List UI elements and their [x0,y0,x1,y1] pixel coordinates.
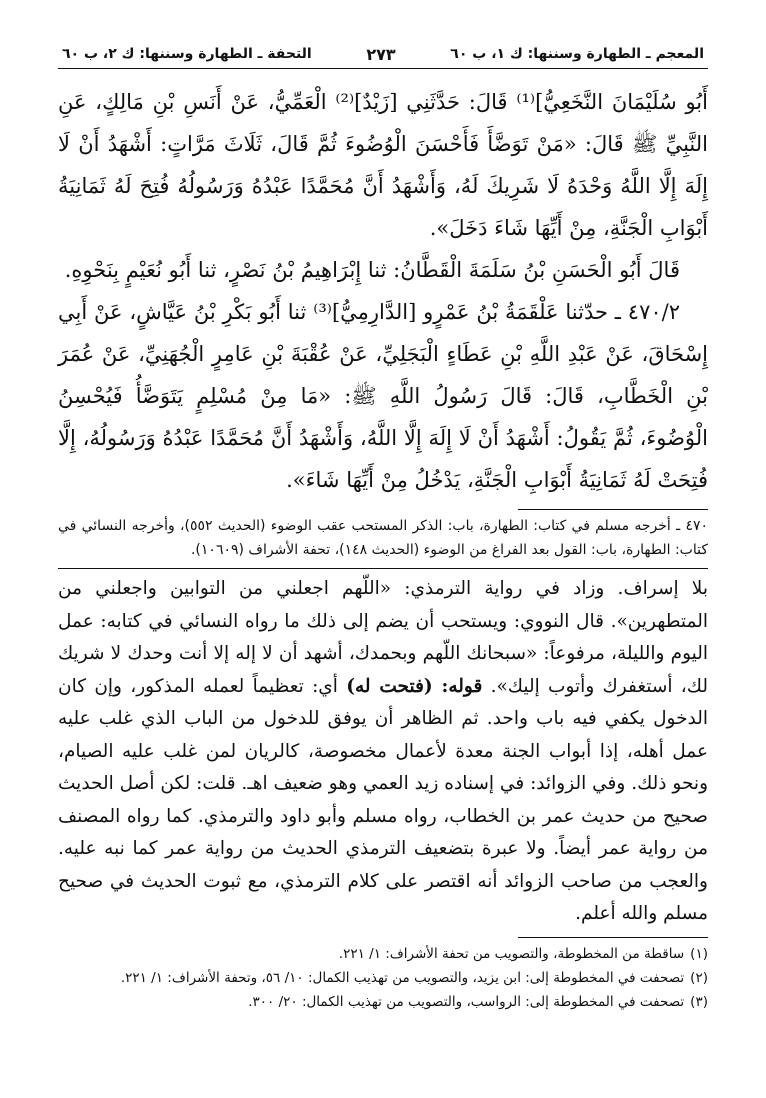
hadith-paragraph-2: قَالَ أَبُو الْحَسَنِ بْنُ سَلَمَةَ الْقَطَّانُ: ثنا إِبْرَاهِيمُ بْنُ نَصْرٍ، ثنا أَبُو نُعَيْمٍ بِنَحْوِهِ. [64,258,680,282]
commentary-part-1: بلا إسراف. وزاد في رواية الترمذي: «اللّهم اجعلني من التوابين واجعلني من المتطهرين». قال النووي: ويستحب أن يضم إلى ذلك ما رواه النسائي في كتابه: عمل اليوم والليلة، مرفوعاً: «سبحانك اللّهم وبحمدك، أشهد أن لا إله إلا أنت وحدك لا شريك لك، أستغفرك وأتوب إليك». [58,578,708,697]
footnote-number: (٢) [690,969,708,986]
footnotes-divider [518,937,708,938]
footnote [58,990,708,1014]
footnote-text: تصحفت في المخطوطة إلى: الرواسب، والتصويب من تهذيب الكمال: ٢٠/ ٣٠٠. [248,993,685,1010]
header-right-ref: المعجم ـ الطهارة وسننها: ك ١، ب ٦٠ [450,46,704,62]
hadith-paragraph-3: ٤٧٠/٢ ـ حدّثنا عَلْقَمَةُ بْنُ عَمْرٍو [الدَّارِمِيُّ]⁽³⁾ ثنا أَبُو بَكْرِ بْنُ عَيَّاشٍ، عَنْ أَبِي إِسْحَاقَ، عَنْ عَبْدِ اللَّهِ بْنِ عَطَاءٍ الْبَجَلِيِّ، عَنْ عُقْبَةَ بْنِ عَامِرٍ الْجُهَنِيِّ، عَنْ عُمَرَ بْنِ الْخَطَّابِ، قَالَ: قَالَ رَسُولُ اللَّهِ ﷺ: «مَا مِنْ مُسْلِمٍ يَتَوَضَّأُ فَيُحْسِنُ الْوُضُوءَ، ثُمَّ يَقُولُ: أَشْهَدُ أَنْ لَا إِلَهَ إِلَّا اللَّهُ، وَأَشْهَدُ أَنَّ مُحَمَّدًا عَبْدُهُ وَرَسُولُهُ، إِلَّا فُتِحَتْ لَهُ ثَمَانِيَةُ أَبْوَابِ الْجَنَّةِ، يَدْخُلُ مِنْ أَيِّهَا شَاءَ». [58,300,708,492]
footnote-number: (١) [690,945,708,962]
footnote [58,966,708,990]
footnote-text: تصحفت في المخطوطة إلى: ابن يزيد، والتصويب من تهذيب الكمال: ١٠/ ٥٦، وتحفة الأشراف: ١/ ٢٢١. [120,969,685,986]
commentary-bold-label: قوله: (فتحت له) [346,675,483,697]
footnote [58,942,708,966]
commentary-part-2: أي: تعظيماً لعمله المذكور، وإن كان الدخول يكفي فيه باب واحد. ثم الظاهر أن يوفق للدخول من الباب الذي غلب عليه عمل أهله، إذا أبواب الجنة معدة لأعمال مخصوصة، كالريان لمن غلب عليه الصيام، ونحو ذلك. وفي الزوائد: في إسناده زيد العمي وهو ضعيف اهـ. قلت: لكن أصل الحديث صحيح من حديث عمر بن الخطاب، رواه مسلم وأبو داود والترمذي. كما رواه المصنف من رواية عمر أيضاً. ولا عبرة بتضعيف الترمذي الحديث من رواية عمر كما نبه عليه. والعجب من صاحب الزوائد أنه اقتصر على كلام الترمذي، مع ثبوت الحديث في صحيح مسلم والله أعلم. [58,675,708,924]
hadith-text [58,81,708,501]
footnote-text: ساقطة من المخطوطة، والتصويب من تحفة الأشراف: ١/ ٢٢١. [338,945,685,962]
footnote-number: (٣) [690,993,708,1010]
footnotes [58,942,708,1014]
page-number: ٢٧٣ [366,44,396,64]
hadith-paragraph-1: أَبُو سُلَيْمَانَ النَّخَعِيُّ]⁽¹⁾ قَالَ: حَدَّثَنِي [زَيْدٌ]⁽²⁾ الْعَمِّيُّ، عَنْ أَنَسِ بْنِ مَالِكٍ، عَنِ النَّبِيِّ ﷺ قَالَ: «مَنْ تَوَضَّأَ فَأَحْسَنَ الْوُضُوءَ ثُمَّ قَالَ، ثَلَاثَ مَرَّاتٍ: أَشْهَدُ أَنْ لَا إِلَهَ إِلَّا اللَّهُ وَحْدَهُ لَا شَرِيكَ لَهُ، وَأَشْهَدُ أَنَّ مُحَمَّدًا عَبْدُهُ وَرَسُولُهُ فُتِحَ لَهُ ثَمَانِيَةُ أَبْوَابِ الْجَنَّةِ، مِنْ أَيِّهَا شَاءَ دَخَلَ». [58,90,708,240]
book-page [58,40,708,1014]
header-left-ref: التحفة ـ الطهارة وسننها: ك ٢، ب ٦٠ [62,46,312,62]
running-header [58,40,708,69]
takhrij-divider [518,509,708,510]
commentary [58,573,708,931]
commentary-divider [58,568,708,569]
takhrij-note: ٤٧٠ ـ أخرجه مسلم في كتاب: الطهارة، باب: الذكر المستحب عقب الوضوء (الحديث ٥٥٢)، وأخرجه النسائي في كتاب: الطهارة، باب: القول بعد الفراغ من الوضوء (الحديث ١٤٨)، تحفة الأشراف (١٠٦٠٩). [58,518,708,558]
